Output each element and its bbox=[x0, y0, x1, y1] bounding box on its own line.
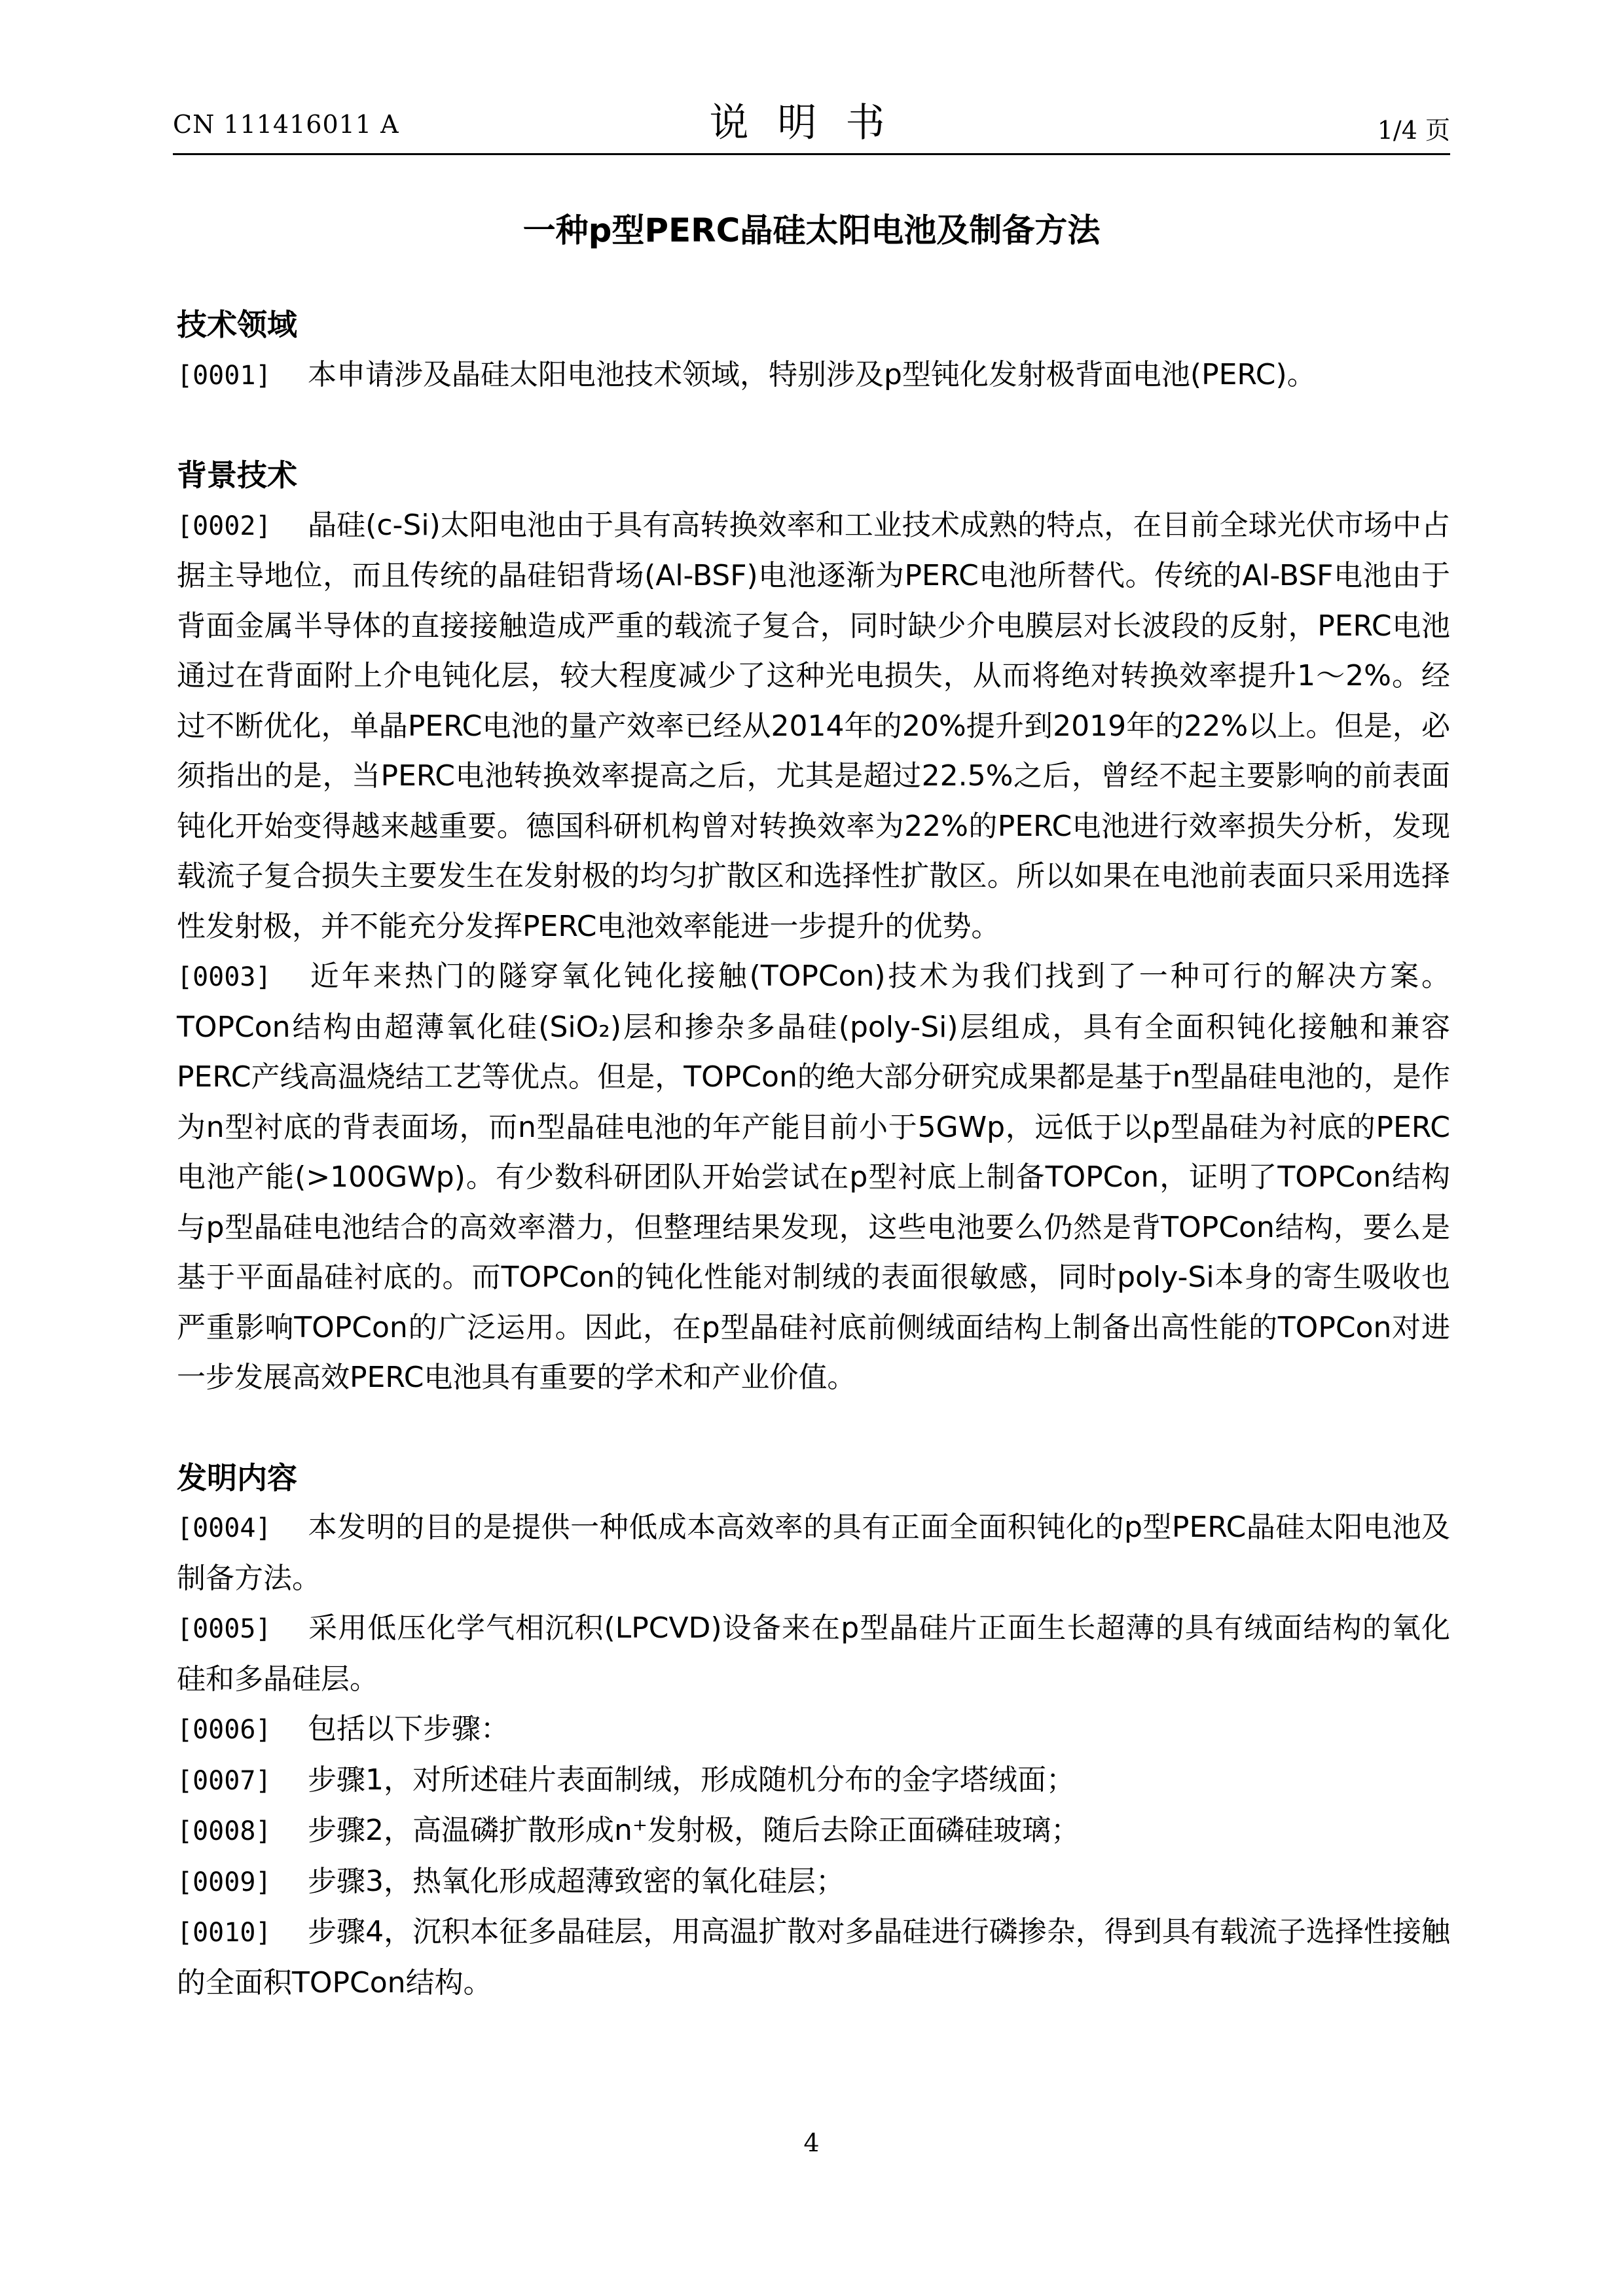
paragraph bbox=[177, 1857, 1450, 1908]
document-title: 一种p型PERC晶硅太阳电池及制备方法 bbox=[522, 211, 1101, 249]
section-heading: 技术领域 bbox=[177, 307, 297, 342]
paragraph-number: [0007] bbox=[177, 1765, 272, 1796]
paragraph-text: 本申请涉及晶硅太阳电池技术领域，特别涉及p型钝化发射极背面电池(PERC)。 bbox=[308, 357, 1316, 391]
paragraph-text: 步骤1，对所述硅片表面制绒，形成随机分布的金字塔绒面； bbox=[308, 1763, 1075, 1797]
section-background bbox=[177, 450, 1450, 1403]
paragraph-number: [0005] bbox=[177, 1614, 272, 1644]
paragraph-text: 包括以下步骤： bbox=[308, 1712, 509, 1746]
paragraph-text: 近年来热门的隧穿氧化钝化接触(TOPCon)技术为我们找到了一种可行的解决方案。TOPCon结构由超薄氧化硅(SiO₂)层和掺杂多晶硅(poly-Si)层组成，具有全面积钝化接触和兼容PERC产线高温烧结工艺等优点。但是，TOPCon的绝大部分研究成果都是基于n型晶硅电池的，是作为n型衬底的背表面场，而n型晶硅电池的年产能目前小于5GWp，远低于以p型晶硅为衬底的PERC电池产能(>100GWp)。有少数科研团队开始尝试在p型衬底上制备TOPCon，证明了TOPCon结构与p型晶硅电池结合的高效率潜力，但整理结果发现，这些电池要么仍然是背TOPCon结构，要么是基于平面晶硅衬底的。而TOPCon的钝化性能对制绒的表面很敏感，同时poly-Si本身的寄生吸收也严重影响TOPCon的广泛运用。因此，在p型晶硅衬底前侧绒面结构上制备出高性能的TOPCon对进一步发展高效PERC电池具有重要的学术和产业价值。 bbox=[177, 960, 1450, 1394]
paragraph bbox=[177, 1907, 1450, 2008]
document-type-title: 说明书 bbox=[709, 100, 914, 146]
paragraph bbox=[177, 350, 1450, 401]
paragraph bbox=[177, 1704, 1450, 1755]
page-number: 4 bbox=[803, 2128, 820, 2157]
paragraph-number: [0003] bbox=[177, 962, 272, 992]
section-invention-content bbox=[177, 1453, 1450, 2009]
paragraph-text: 步骤3，热氧化形成超薄致密的氧化硅层； bbox=[308, 1864, 845, 1898]
section-heading: 背景技术 bbox=[177, 457, 297, 493]
paragraph-number: [0006] bbox=[177, 1715, 272, 1745]
paragraph-number: [0001] bbox=[177, 360, 272, 391]
paragraph-text: 步骤4，沉积本征多晶硅层，用高温扩散对多晶硅进行磷掺杂，得到具有载流子选择性接触的全面积TOPCon结构。 bbox=[177, 1915, 1450, 2000]
paragraph-text: 采用低压化学气相沉积(LPCVD)设备来在p型晶硅片正面生长超薄的具有绒面结构的氧化硅和多晶硅层。 bbox=[177, 1611, 1450, 1696]
section-gap bbox=[177, 401, 1450, 450]
paragraph bbox=[177, 1503, 1450, 1604]
document-body bbox=[177, 300, 1450, 2008]
section-heading: 发明内容 bbox=[177, 1460, 297, 1496]
paragraph bbox=[177, 1806, 1450, 1857]
section-gap bbox=[177, 1403, 1450, 1453]
header-page-indicator: 1/4 页 bbox=[1377, 116, 1450, 145]
section-technical-field bbox=[177, 300, 1450, 401]
paragraph-number: [0008] bbox=[177, 1816, 272, 1846]
paragraph-text: 步骤2，高温磷扩散形成n⁺发射极，随后去除正面磷硅玻璃； bbox=[308, 1814, 1080, 1847]
publication-number: CN 111416011 A bbox=[173, 110, 399, 139]
paragraph bbox=[177, 952, 1450, 1403]
paragraph bbox=[177, 501, 1450, 952]
paragraph-number: [0009] bbox=[177, 1867, 272, 1897]
paragraph-number: [0004] bbox=[177, 1513, 272, 1543]
paragraph bbox=[177, 1604, 1450, 1704]
paragraph-number: [0010] bbox=[177, 1918, 272, 1948]
paragraph bbox=[177, 1755, 1450, 1806]
paragraph-text: 晶硅(c-Si)太阳电池由于具有高转换效率和工业技术成熟的特点，在目前全球光伏市场中占据主导地位，而且传统的晶硅铝背场(Al-BSF)电池逐渐为PERC电池所替代。传统的Al-BSF电池由于背面金属半导体的直接接触造成严重的载流子复合，同时缺少介电膜层对长波段的反射，PERC电池通过在背面附上介电钝化层，较大程度减少了这种光电损失，从而将绝对转换效率提升1～2%。经过不断优化，单晶PERC电池的量产效率已经从2014年的20%提升到2019年的22%以上。但是，必须指出的是，当PERC电池转换效率提高之后，尤其是超过22.5%之后，曾经不起主要影响的前表面钝化开始变得越来越重要。德国科研机构曾对转换效率为22%的PERC电池进行效率损失分析，发现载流子复合损失主要发生在发射极的均匀扩散区和选择性扩散区。所以如果在电池前表面只采用选择性发射极，并不能充分发挥PERC电池效率能进一步提升的优势。 bbox=[177, 508, 1450, 943]
header-rule bbox=[173, 153, 1450, 155]
paragraph-text: 本发明的目的是提供一种低成本高效率的具有正面全面积钝化的p型PERC晶硅太阳电池及制备方法。 bbox=[177, 1511, 1450, 1595]
paragraph-number: [0002] bbox=[177, 511, 272, 541]
